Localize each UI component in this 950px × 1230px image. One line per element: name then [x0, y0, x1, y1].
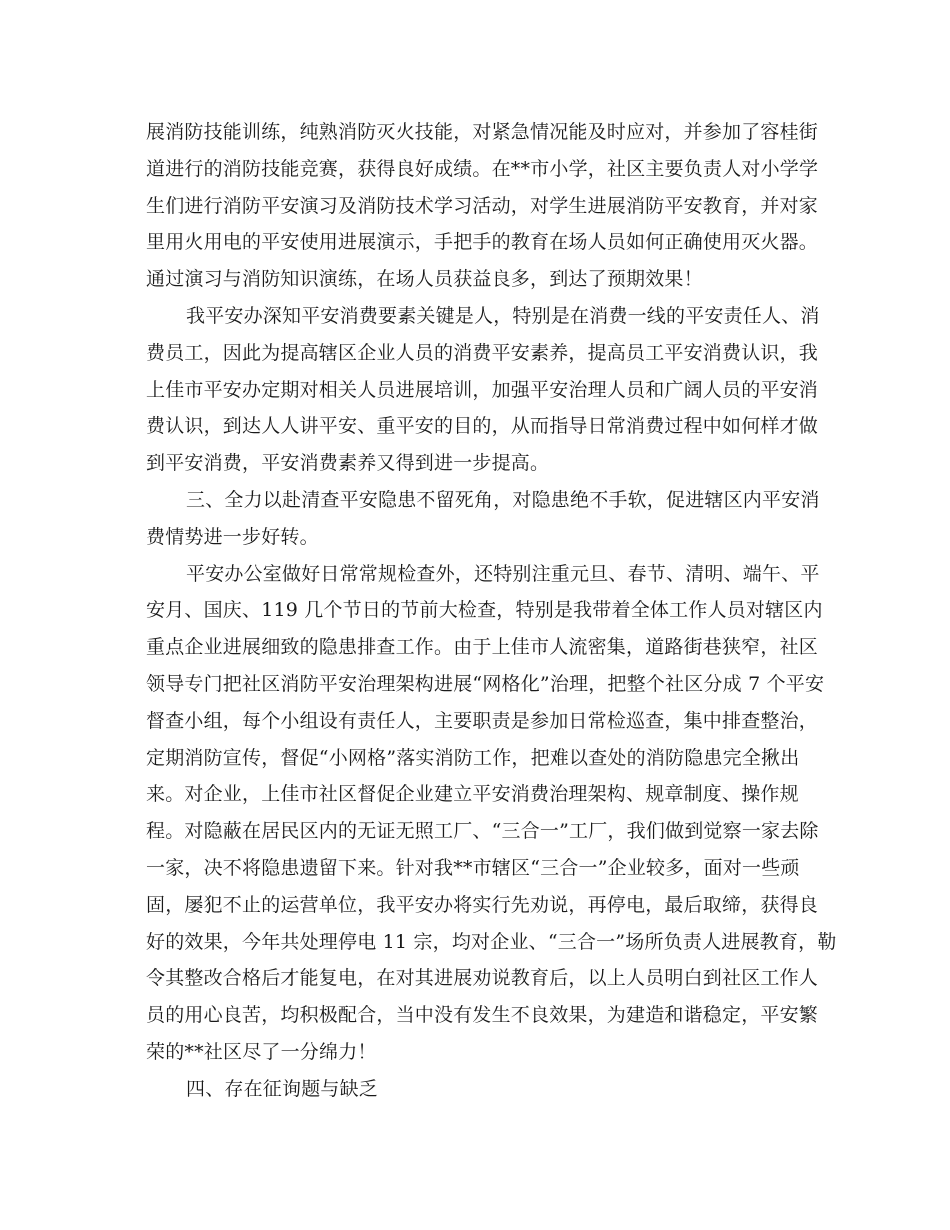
text-line: 道进行的消防技能竞赛，获得良好成绩。在**市小学，社区主要负责人对小学学	[146, 157, 819, 180]
text-line: 好的效果，今年共处理停电 11 宗，均对企业、“三合一”场所负责人进展教育，勒	[146, 930, 837, 953]
text-line: 费认识，到达人人讲平安、重平安的目的，从而指导日常消费过程中如何样才做	[146, 415, 819, 438]
text-line: 令其整改合格后才能复电，在对其进展劝说教育后，以上人员明白到社区工作人	[146, 967, 819, 990]
text-line: 我平安办深知平安消费要素关键是人，特别是在消费一线的平安责任人、消	[186, 304, 820, 327]
text-line: 安月、国庆、119 几个节日的节前大检查，特别是我带着全体工作人员对辖区内	[146, 599, 823, 622]
text-line: 固，屡犯不止的运营单位，我平安办将实行先劝说，再停电，最后取缔，获得良	[146, 893, 819, 916]
document-page	[146, 114, 837, 1108]
text-line: 员的用心良苦，均积极配合，当中没有发生不良效果，为建造和谐稳定，平安繁	[146, 1004, 819, 1027]
text-line: 四、存在征询题与缺乏	[186, 1077, 379, 1100]
text-line: 平安办公室做好日常常规检查外，还特别注重元旦、春节、清明、端午、平	[186, 562, 820, 585]
text-line: 荣的**社区尽了一分绵力！	[146, 1040, 377, 1063]
text-line: 重点企业进展细致的隐患排查工作。由于上佳市人流密集，道路街巷狭窄，社区	[146, 636, 819, 659]
text-line: 展消防技能训练，纯熟消防灭火技能，对紧急情况能及时应对，并参加了容桂街	[146, 121, 819, 143]
text-line: 费员工，因此为提高辖区企业人员的消费平安素养，提高员工平安消费认识，我	[146, 341, 819, 364]
text-line: 督查小组，每个小组设有责任人，主要职责是参加日常检巡查，集中排查整治，	[146, 709, 819, 732]
text-line: 通过演习与消防知识演练，在场人员获益良多，到达了预期效果！	[146, 268, 703, 291]
text-line: 到平安消费，平安消费素养又得到进一步提高。	[146, 452, 550, 475]
text-line: 费情势进一步好转。	[146, 525, 319, 548]
text-line: 生们进行消防平安演习及消防技术学习活动，对学生进展消防平安教育，并对家	[146, 194, 819, 217]
text-line: 程。对隐蔽在居民区内的无证无照工厂、“三合一”工厂，我们做到觉察一家去除	[146, 820, 819, 843]
text-line: 三、全力以赴清查平安隐患不留死角，对隐患绝不手软，促进辖区内平安消	[186, 488, 820, 511]
text-line: 领导专门把社区消防平安治理架构进展“网格化”治理，把整个社区分成 7 个平安	[146, 672, 825, 695]
text-line: 上佳市平安办定期对相关人员进展培训，加强平安治理人员和广阔人员的平安消	[146, 378, 819, 401]
text-line: 来。对企业，上佳市社区督促企业建立平安消费治理架构、规章制度、操作规	[146, 783, 799, 806]
text-line: 一家，决不将隐患遗留下来。针对我**市辖区“三合一”企业较多，面对一些顽	[146, 856, 800, 879]
text-line: 里用火用电的平安使用进展演示，手把手的教育在场人员如何正确使用灭火器。	[146, 231, 819, 254]
text-line: 定期消防宣传，督促“小网格”落实消防工作，把难以查处的消防隐患完全揪出	[146, 746, 800, 769]
